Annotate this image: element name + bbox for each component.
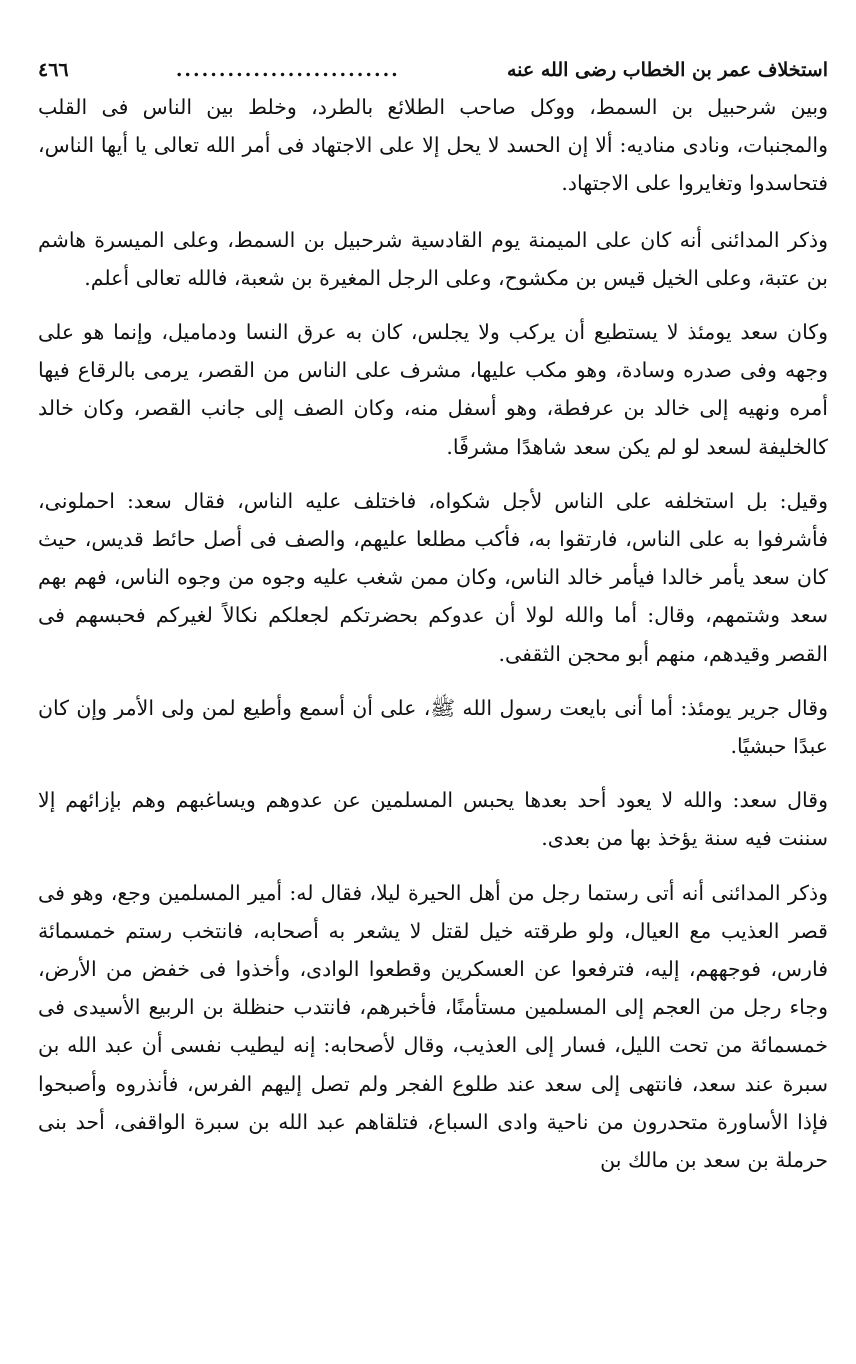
paragraph-7: وذكر المدائنى أنه أتى رستما رجل من أهل الحيرة ليلا، فقال له: أمير المسلمين وجع، وهو فى قصر العذيب مع العيال، ولو طرقته خيل لقتل لا يشعر به أصحابه، فانتخب رستم خمسمائة فارس، فوجههم، إليه، فترفعوا عن العسكرين وقطعوا الوادى، وأخذوا فى خفض من الأرض، وجاء رجل من العجم إلى المسلمين مستأمنًا، فأخبرهم، فانتدب حنظلة بن الربيع الأسيدى فى خمسمائة من تحت الليل، فسار إلى العذيب، وقال لأصحابه: إنه ليطيب نفسى أن عبد الله بن سبرة عند سعد، فانتهى إلى سعد عند طلوع الفجر ولم تصل إليهم الفرس، فأنذروه وأصبحوا فإذا الأساورة متحدرون من ناحية وادى السباع، فتلقاهم عبد الله بن سبرة الواقفى، أحد بنى حرملة بن سعد بن مالك بن: [38, 880, 828, 1173]
paragraph-2: وذكر المدائنى أنه كان على الميمنة يوم القادسية شرحبيل بن السمط، وعلى الميسرة هاشم بن عتبة، وعلى الخيل قيس بن مكشوح، وعلى الرجل المغيرة بن شعبة، فالله تعالى أعلم.: [38, 227, 828, 290]
paragraph-5: وقال جرير يومئذ: أما أنى بايعت رسول الله ﷺ، على أن أسمع وأطيع لمن ولى الأمر وإن كان عبدًا حبشيًا.: [38, 695, 828, 759]
page-number: ٤٦٦: [38, 59, 69, 81]
paragraph-6: وقال سعد: والله لا يعود أحد بعدها يحبس المسلمين عن عدوهم ويساغبهم وهم بإزائهم إلا سننت فيه سنة يؤخذ بها من بعدى.: [38, 788, 828, 851]
paragraph-3: وكان سعد يومئذ لا يستطيع أن يركب ولا يجلس، كان به عرق النسا ودماميل، وإنما هو على وجهه وفى صدره وسادة، وهو مكب عليها، مشرف على الناس من القصر، يرمى بالرقاع فيها أمره ونهيه إلى خالد بن عرفطة، وهو أسفل منه، وكان الصف إلى جانب القصر، وكان خالد كالخليفة لسعد لو لم يكن سعد شاهدًا مشرفًا.: [38, 320, 828, 459]
book-page: [38, 56, 828, 1356]
chapter-title: استخلاف عمر بن الخطاب رضى الله عنه: [506, 59, 828, 81]
paragraph-1: وبين شرحبيل بن السمط، ووكل صاحب الطلائع بالطرد، وخلط بين الناس فى القلب والمجنبات، ونادى مناديه: ألا إن الحسد لا يحل إلا على الاجتهاد فى أمر الله تعالى يا أيها الناس، فتحاسدوا وتغايروا على الاجتهاد.: [38, 95, 828, 196]
paragraph-4: وقيل: بل استخلفه على الناس لأجل شكواه، فاختلف عليه الناس، فقال سعد: احملونى، فأشرفوا به على الناس، فارتقوا به، فأكب مطلعا عليهم، والصف فى أصل حائط قديس، حيث كان سعد يأمر خالدا فيأمر خالد الناس، وكان ممن شغب عليه وجوه من وجوه الناس، فهم بهم سعد وشتمهم، وقال: أما والله لولا أن عدوكم بحضرتكم لجعلكم نكالاً لغيركم فحبسهم فى القصر وقيدهم، منهم أبو محجن الثقفى.: [38, 488, 828, 666]
leader-dots: ..........................: [175, 59, 400, 81]
body-text: [38, 88, 828, 1179]
running-header: [38, 56, 828, 86]
